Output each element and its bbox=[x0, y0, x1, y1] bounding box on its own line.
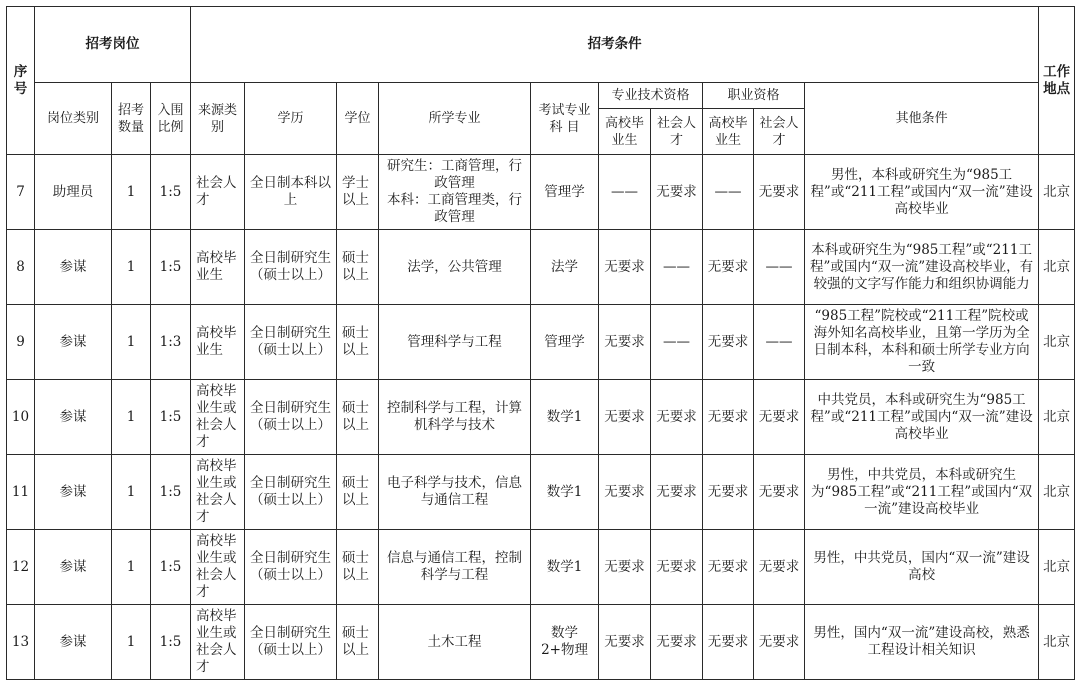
recruitment-table bbox=[6, 6, 1075, 680]
cell-tech-social: 无要求 bbox=[651, 155, 703, 230]
table-row bbox=[7, 305, 1075, 380]
cell-voc-grad: 无要求 bbox=[703, 230, 754, 305]
header-source: 来源类别 bbox=[191, 83, 245, 155]
cell-major: 控制科学与工程，计算机科学与技术 bbox=[379, 380, 531, 455]
cell-degree: 硕士以上 bbox=[337, 380, 379, 455]
header-tech-qualification: 专业技术资格 bbox=[599, 83, 703, 109]
cell-voc-social: 无要求 bbox=[754, 605, 805, 680]
cell-tech-social: 无要求 bbox=[651, 530, 703, 605]
cell-position-type: 参谋 bbox=[35, 605, 112, 680]
cell-quota: 1 bbox=[112, 305, 151, 380]
cell-tech-grad: 无要求 bbox=[599, 305, 651, 380]
cell-location: 北京 bbox=[1039, 230, 1075, 305]
header-group-position: 招考岗位 bbox=[35, 7, 191, 83]
cell-voc-grad: 无要求 bbox=[703, 305, 754, 380]
cell-exam-subject: 数学1 bbox=[531, 380, 599, 455]
header-tech-grad: 高校毕业生 bbox=[599, 109, 651, 155]
cell-voc-social: —— bbox=[754, 230, 805, 305]
cell-tech-social: 无要求 bbox=[651, 455, 703, 530]
cell-source: 高校毕业生 bbox=[191, 305, 245, 380]
header-tech-social: 社会人才 bbox=[651, 109, 703, 155]
cell-tech-social: —— bbox=[651, 305, 703, 380]
cell-quota: 1 bbox=[112, 455, 151, 530]
cell-tech-grad: 无要求 bbox=[599, 230, 651, 305]
cell-education: 全日制本科以上 bbox=[245, 155, 337, 230]
header-group-conditions: 招考条件 bbox=[191, 7, 1039, 83]
cell-source: 高校毕业生或社会人才 bbox=[191, 380, 245, 455]
cell-ratio: 1:5 bbox=[151, 605, 191, 680]
cell-tech-grad: 无要求 bbox=[599, 605, 651, 680]
cell-seq: 7 bbox=[7, 155, 35, 230]
header-ratio: 入围比例 bbox=[151, 83, 191, 155]
cell-tech-social: 无要求 bbox=[651, 605, 703, 680]
cell-quota: 1 bbox=[112, 230, 151, 305]
cell-major: 法学，公共管理 bbox=[379, 230, 531, 305]
header-position-type: 岗位类别 bbox=[35, 83, 112, 155]
cell-education: 全日制研究生（硕士以上） bbox=[245, 530, 337, 605]
cell-education: 全日制研究生（硕士以上） bbox=[245, 605, 337, 680]
cell-ratio: 1:5 bbox=[151, 530, 191, 605]
cell-ratio: 1:5 bbox=[151, 380, 191, 455]
cell-location: 北京 bbox=[1039, 455, 1075, 530]
cell-other-conditions: 中共党员，本科或研究生为“985工程”或“211工程”或国内“双一流”建设高校毕业 bbox=[805, 380, 1039, 455]
cell-exam-subject: 数学1 bbox=[531, 455, 599, 530]
cell-degree: 学士以上 bbox=[337, 155, 379, 230]
table-row bbox=[7, 230, 1075, 305]
table-body bbox=[7, 155, 1075, 680]
cell-voc-grad: 无要求 bbox=[703, 380, 754, 455]
table-row bbox=[7, 155, 1075, 230]
cell-degree: 硕士以上 bbox=[337, 305, 379, 380]
table-row bbox=[7, 605, 1075, 680]
header-degree: 学位 bbox=[337, 83, 379, 155]
cell-tech-grad: 无要求 bbox=[599, 380, 651, 455]
cell-voc-social: 无要求 bbox=[754, 530, 805, 605]
cell-voc-grad: —— bbox=[703, 155, 754, 230]
cell-position-type: 参谋 bbox=[35, 530, 112, 605]
cell-quota: 1 bbox=[112, 530, 151, 605]
header-education: 学历 bbox=[245, 83, 337, 155]
cell-tech-grad: 无要求 bbox=[599, 530, 651, 605]
cell-source: 高校毕业生 bbox=[191, 230, 245, 305]
cell-major: 管理科学与工程 bbox=[379, 305, 531, 380]
cell-source: 高校毕业生或社会人才 bbox=[191, 530, 245, 605]
header-quota: 招考数量 bbox=[112, 83, 151, 155]
cell-source: 高校毕业生或社会人才 bbox=[191, 455, 245, 530]
cell-other-conditions: 男性，中共党员，国内“双一流”建设高校 bbox=[805, 530, 1039, 605]
cell-tech-grad: —— bbox=[599, 155, 651, 230]
cell-other-conditions: 男性，本科或研究生为“985工程”或“211工程”或国内“双一流”建设高校毕业 bbox=[805, 155, 1039, 230]
cell-education: 全日制研究生（硕士以上） bbox=[245, 230, 337, 305]
cell-ratio: 1:5 bbox=[151, 155, 191, 230]
cell-degree: 硕士以上 bbox=[337, 230, 379, 305]
header-voc-social: 社会人才 bbox=[754, 109, 805, 155]
header-other-conditions: 其他条件 bbox=[805, 83, 1039, 155]
cell-location: 北京 bbox=[1039, 380, 1075, 455]
cell-location: 北京 bbox=[1039, 605, 1075, 680]
cell-source: 高校毕业生或社会人才 bbox=[191, 605, 245, 680]
cell-voc-grad: 无要求 bbox=[703, 530, 754, 605]
cell-position-type: 参谋 bbox=[35, 305, 112, 380]
cell-quota: 1 bbox=[112, 380, 151, 455]
cell-exam-subject: 管理学 bbox=[531, 155, 599, 230]
cell-seq: 11 bbox=[7, 455, 35, 530]
cell-seq: 13 bbox=[7, 605, 35, 680]
header-location: 工作地点 bbox=[1039, 7, 1075, 155]
cell-voc-grad: 无要求 bbox=[703, 605, 754, 680]
cell-seq: 9 bbox=[7, 305, 35, 380]
cell-seq: 10 bbox=[7, 380, 35, 455]
cell-position-type: 参谋 bbox=[35, 455, 112, 530]
cell-other-conditions: 本科或研究生为“985工程”或“211工程”或国内“双一流”建设高校毕业，有较强的文字写作能力和组织协调能力 bbox=[805, 230, 1039, 305]
table-row bbox=[7, 530, 1075, 605]
cell-major: 信息与通信工程，控制科学与工程 bbox=[379, 530, 531, 605]
table-row bbox=[7, 455, 1075, 530]
cell-ratio: 1:3 bbox=[151, 305, 191, 380]
cell-source: 社会人才 bbox=[191, 155, 245, 230]
cell-education: 全日制研究生（硕士以上） bbox=[245, 305, 337, 380]
cell-voc-grad: 无要求 bbox=[703, 455, 754, 530]
cell-tech-social: 无要求 bbox=[651, 380, 703, 455]
cell-major: 电子科学与技术，信息与通信工程 bbox=[379, 455, 531, 530]
cell-seq: 12 bbox=[7, 530, 35, 605]
cell-ratio: 1:5 bbox=[151, 455, 191, 530]
cell-location: 北京 bbox=[1039, 155, 1075, 230]
cell-exam-subject: 管理学 bbox=[531, 305, 599, 380]
cell-seq: 8 bbox=[7, 230, 35, 305]
header-major: 所学专业 bbox=[379, 83, 531, 155]
cell-major: 研究生：工商管理，行政管理 本科：工商管理类，行政管理 bbox=[379, 155, 531, 230]
cell-degree: 硕士以上 bbox=[337, 530, 379, 605]
cell-voc-social: 无要求 bbox=[754, 155, 805, 230]
cell-other-conditions: 男性，国内“双一流”建设高校，熟悉工程设计相关知识 bbox=[805, 605, 1039, 680]
cell-position-type: 参谋 bbox=[35, 230, 112, 305]
cell-quota: 1 bbox=[112, 605, 151, 680]
cell-voc-social: 无要求 bbox=[754, 380, 805, 455]
cell-exam-subject: 法学 bbox=[531, 230, 599, 305]
cell-exam-subject: 数学1 bbox=[531, 530, 599, 605]
cell-tech-social: —— bbox=[651, 230, 703, 305]
header-vocational-qualification: 职业资格 bbox=[703, 83, 805, 109]
cell-voc-social: 无要求 bbox=[754, 455, 805, 530]
header-exam-subject: 考试专业科 目 bbox=[531, 83, 599, 155]
cell-education: 全日制研究生（硕士以上） bbox=[245, 455, 337, 530]
recruitment-table-sheet bbox=[6, 6, 1074, 680]
cell-education: 全日制研究生（硕士以上） bbox=[245, 380, 337, 455]
cell-exam-subject: 数学2+物理 bbox=[531, 605, 599, 680]
cell-other-conditions: “985工程”院校或“211工程”院校或海外知名高校毕业，且第一学历为全日制本科，本科和硕士所学专业方向一致 bbox=[805, 305, 1039, 380]
cell-major: 土木工程 bbox=[379, 605, 531, 680]
cell-location: 北京 bbox=[1039, 530, 1075, 605]
cell-degree: 硕士以上 bbox=[337, 455, 379, 530]
cell-other-conditions: 男性，中共党员，本科或研究生为“985工程”或“211工程”或国内“双一流”建设高校毕业 bbox=[805, 455, 1039, 530]
cell-degree: 硕士以上 bbox=[337, 605, 379, 680]
cell-quota: 1 bbox=[112, 155, 151, 230]
cell-position-type: 参谋 bbox=[35, 380, 112, 455]
header-voc-grad: 高校毕业生 bbox=[703, 109, 754, 155]
cell-voc-social: —— bbox=[754, 305, 805, 380]
cell-position-type: 助理员 bbox=[35, 155, 112, 230]
header-seq: 序号 bbox=[7, 7, 35, 155]
cell-location: 北京 bbox=[1039, 305, 1075, 380]
cell-tech-grad: 无要求 bbox=[599, 455, 651, 530]
cell-ratio: 1:5 bbox=[151, 230, 191, 305]
table-row bbox=[7, 380, 1075, 455]
